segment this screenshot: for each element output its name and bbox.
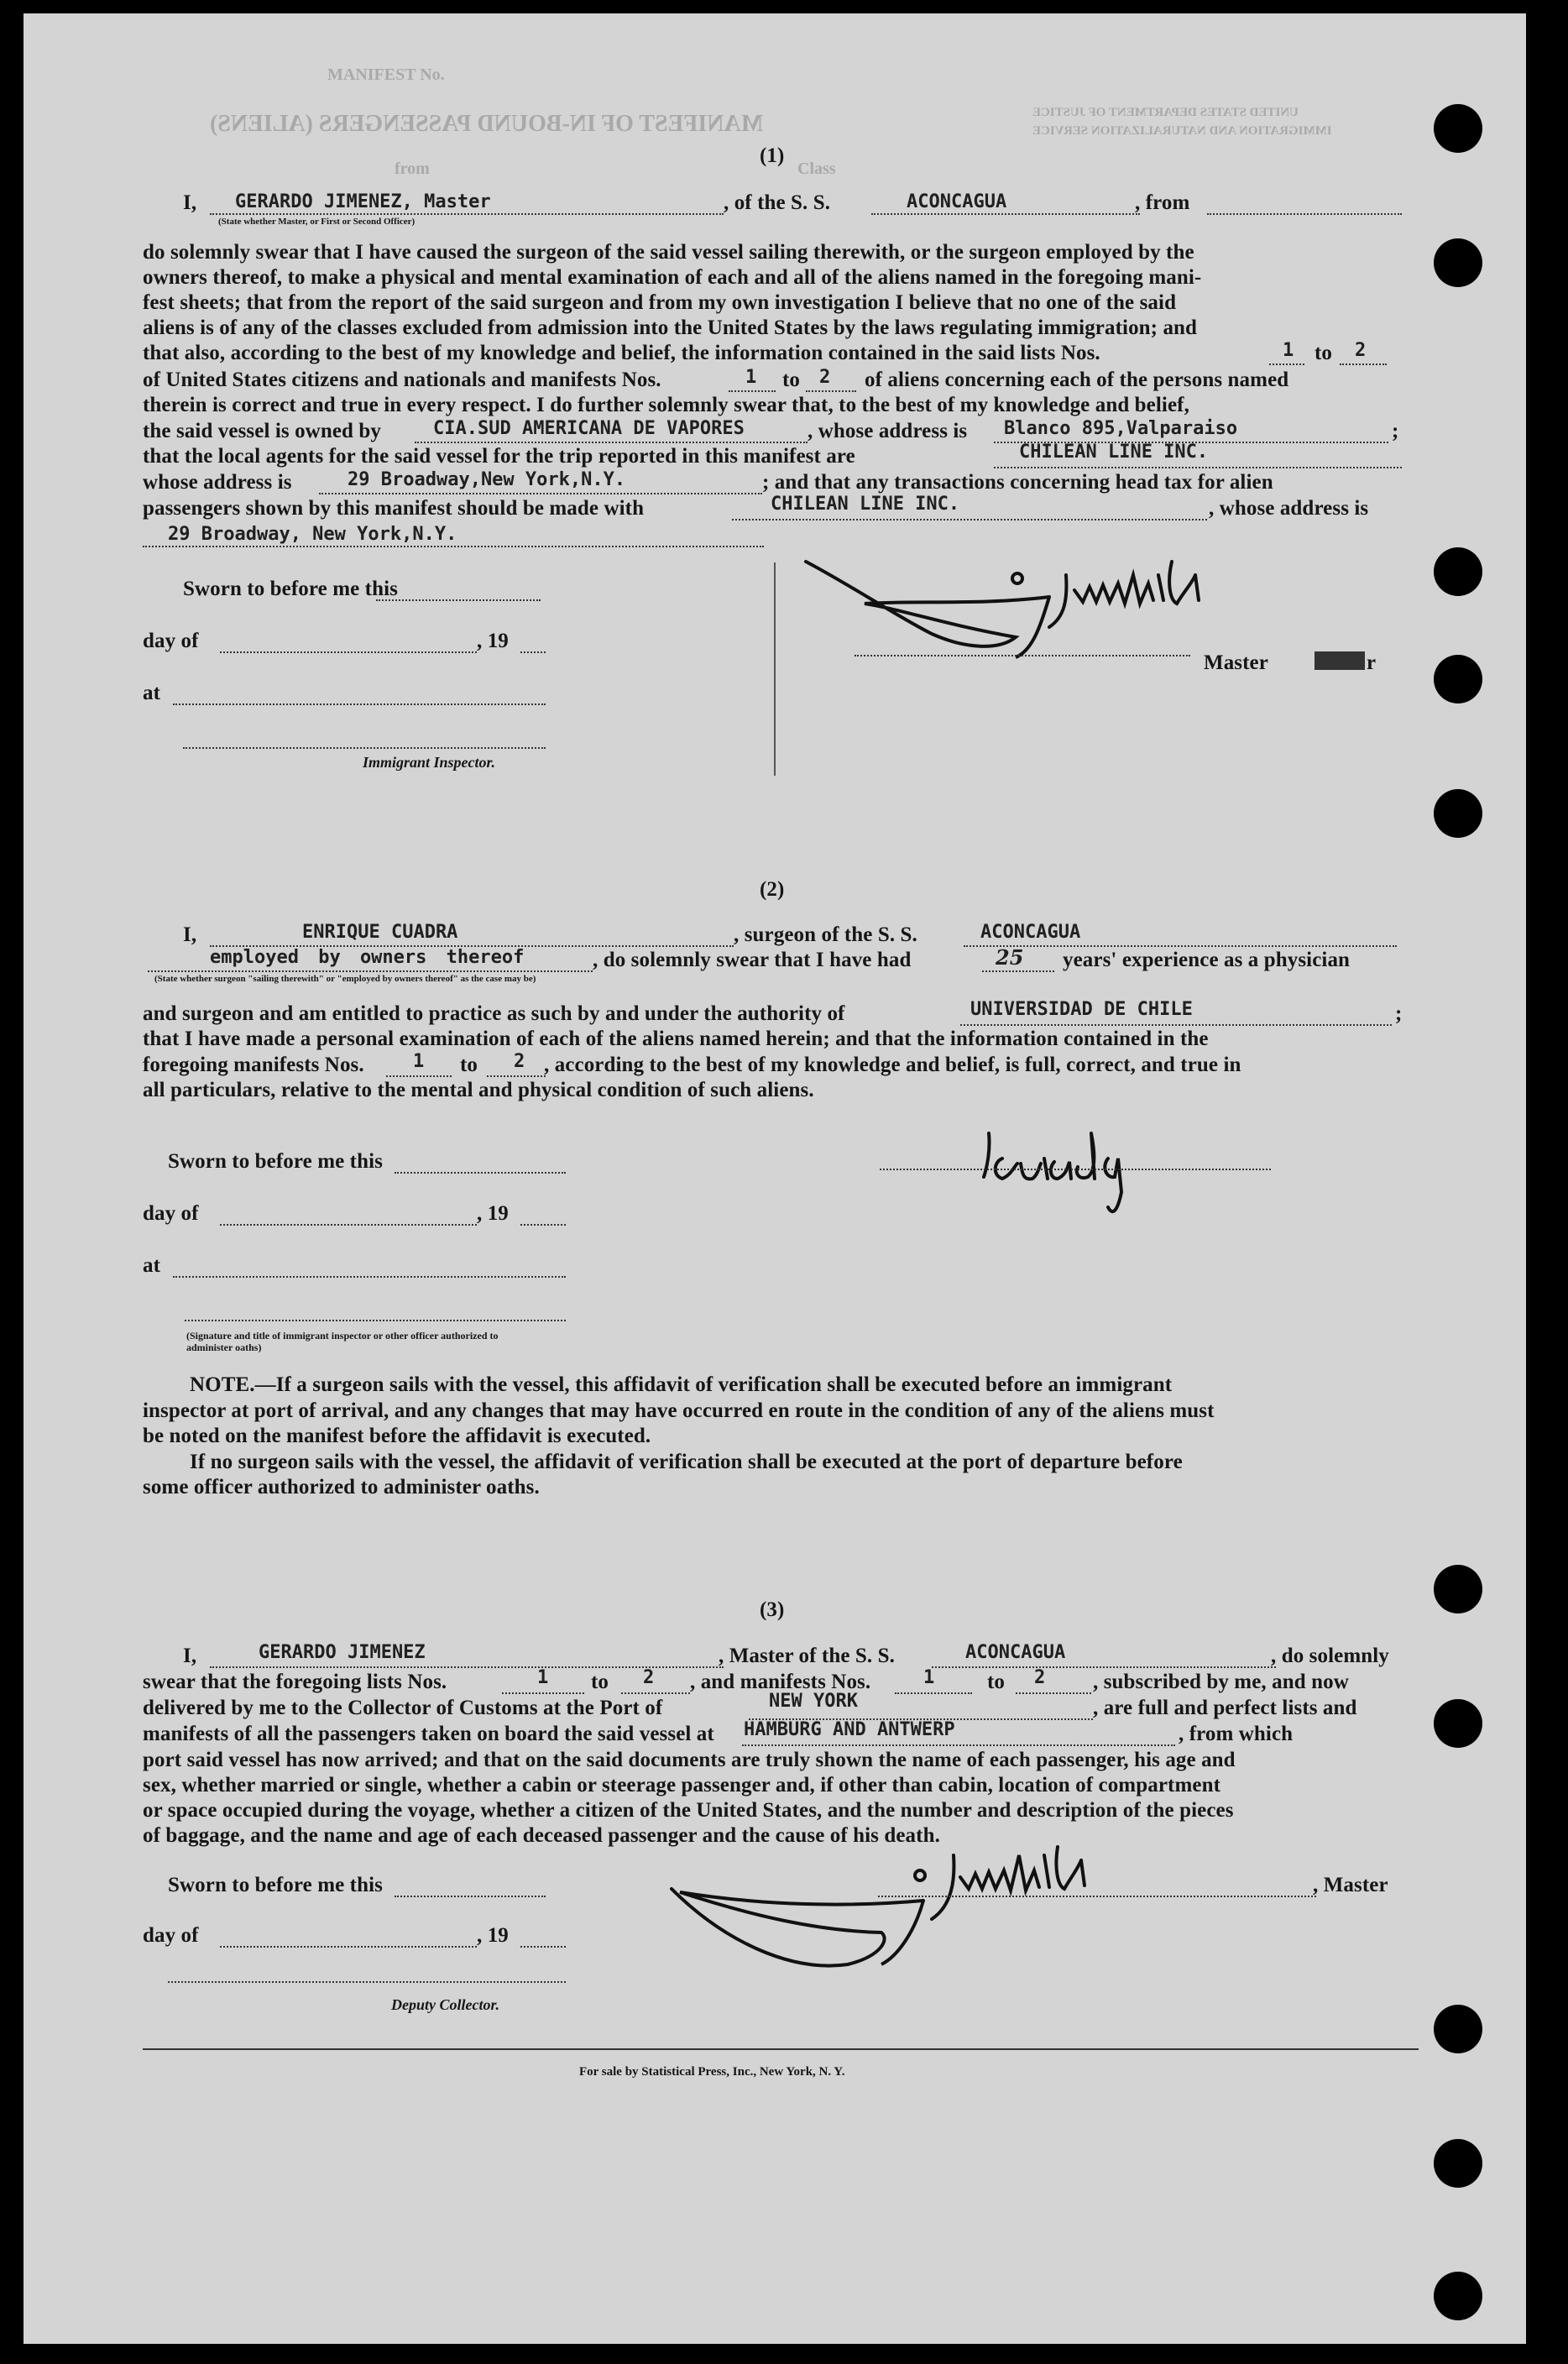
oath-text-line: all particulars, relative to the mental and physical condition of such aliens. bbox=[143, 1079, 814, 1101]
from-label: , from bbox=[1135, 191, 1190, 214]
punch-hole bbox=[1434, 655, 1482, 703]
master-of-label: , Master of the S. S. bbox=[719, 1645, 895, 1667]
manifests-from-line bbox=[729, 390, 776, 392]
bleed-through-title: MANIFEST OF IN-BOUND PASSENGERS (ALIENS) bbox=[210, 111, 764, 137]
oath-text-line: , according to the best of my knowledge and belief, is full, correct, and true in bbox=[544, 1054, 1241, 1076]
head-tax-party: CHILEAN LINE INC. bbox=[771, 494, 960, 515]
oath-text-line: of United States citizens and nationals and manifests Nos. bbox=[143, 369, 661, 391]
employment-line bbox=[148, 970, 593, 972]
collector-signature-line bbox=[168, 1981, 566, 1983]
inspector-caption: Immigrant Inspector. bbox=[363, 754, 496, 771]
note-line: If no surgeon sails with the vessel, the affidavit of verification shall be executed at the port of departure before bbox=[190, 1451, 1183, 1473]
vessel-name: ACONCAGUA bbox=[907, 191, 1007, 212]
manifests-from: 1 bbox=[413, 1051, 425, 1072]
head-tax-party-line bbox=[732, 519, 1207, 520]
punch-hole bbox=[1434, 104, 1482, 153]
master-suffix-letter: r bbox=[1367, 651, 1377, 674]
note-line: some officer authorized to administer oaths. bbox=[143, 1476, 540, 1498]
officer-signature-line bbox=[185, 1320, 566, 1321]
year-line bbox=[520, 1946, 566, 1948]
year-label: , 19 bbox=[477, 1202, 509, 1225]
manifests-to-line bbox=[1016, 1692, 1091, 1694]
to-label: to bbox=[591, 1671, 609, 1693]
do-solemnly-label: , do solemnly bbox=[1271, 1645, 1389, 1667]
oath-text-line: that also, according to the best of my knowledge and belief, the information contained in the said lists Nos. bbox=[143, 342, 1100, 364]
at-line bbox=[173, 1276, 566, 1278]
punch-hole bbox=[1434, 2272, 1482, 2320]
punch-hole bbox=[1434, 1565, 1482, 1613]
agent-address: 29 Broadway,New York,N.Y. bbox=[348, 469, 626, 490]
lists-to-line bbox=[621, 1692, 690, 1694]
embark-port-line bbox=[742, 1744, 1175, 1746]
section-2-number: (2) bbox=[760, 878, 785, 901]
day-of-label: day of bbox=[143, 1924, 199, 1947]
agent-address-label: whose address is bbox=[143, 471, 292, 494]
swear-lists-text: swear that the foregoing lists Nos. bbox=[143, 1671, 447, 1693]
master-caption: (State whether Master, or First or Second Officer) bbox=[218, 217, 416, 227]
officer-caption-text: (Signature and title of immigrant inspector or other officer authorized to administer oaths) bbox=[186, 1330, 499, 1353]
employment-caption: (State whether surgeon "sailing therewith" or "employed by owners thereof" as the case may be) bbox=[154, 974, 536, 984]
section-1-number: (1) bbox=[760, 144, 785, 167]
owner-name: CIA.SUD AMERICANA DE VAPORES bbox=[433, 418, 745, 439]
oath-intro: I, bbox=[183, 191, 197, 214]
delivered-text: delivered by me to the Collector of Customs at the Port of bbox=[143, 1697, 663, 1719]
from-which-text: , from which bbox=[1179, 1723, 1294, 1745]
lists-from: 1 bbox=[537, 1667, 549, 1688]
day-line bbox=[220, 1946, 477, 1948]
punch-hole bbox=[1434, 547, 1482, 596]
lists-from-line bbox=[502, 1692, 584, 1694]
and-manifests-label: , and manifests Nos. bbox=[690, 1671, 871, 1693]
vessel-line bbox=[871, 213, 1140, 215]
manifests-to-line bbox=[487, 1075, 546, 1077]
at-label: at bbox=[143, 1254, 161, 1277]
class-label: Class bbox=[797, 160, 836, 178]
manifests-from: 1 bbox=[923, 1667, 935, 1688]
lists-to-line bbox=[1340, 363, 1387, 365]
semicolon: ; bbox=[1392, 420, 1399, 442]
agent-address-line bbox=[319, 493, 762, 494]
day-line bbox=[220, 1224, 477, 1226]
master-name-line bbox=[210, 213, 724, 215]
master-signature bbox=[797, 550, 1318, 667]
vessel-name: ACONCAGUA bbox=[980, 922, 1081, 943]
surgeon-signature-line bbox=[880, 1169, 1271, 1170]
head-tax-address: 29 Broadway, New York,N.Y. bbox=[168, 524, 457, 545]
surgeon-name: ENRIQUE CUADRA bbox=[302, 922, 458, 943]
full-correct-text: , are full and perfect lists and bbox=[1093, 1697, 1357, 1719]
year-label: , 19 bbox=[477, 630, 509, 652]
punch-hole bbox=[1434, 2005, 1482, 2053]
head-tax-text: ; and that any transactions concerning head tax for alien bbox=[762, 471, 1273, 494]
sworn-line bbox=[395, 1172, 566, 1174]
to-label: to bbox=[1315, 342, 1333, 364]
oath-intro: I, bbox=[183, 1645, 197, 1667]
sworn-label: Sworn to before me this bbox=[183, 578, 398, 600]
oath-text-line: therein is correct and true in every respect. I do further solemnly swear that, to the best of my knowledge and belief, bbox=[143, 394, 1189, 416]
section-divider bbox=[774, 562, 776, 776]
passengers-text: passengers shown by this manifest should be made with bbox=[143, 497, 645, 520]
authority-text: and surgeon and am entitled to practice as such by and under the authority of bbox=[143, 1002, 845, 1025]
oath-text-line: sex, whether married or single, whether a cabin or steerage passenger and, if other than cabin, location of compartment bbox=[143, 1774, 1221, 1797]
owner-line bbox=[415, 442, 808, 443]
master-signature bbox=[646, 1830, 1200, 1981]
manifests-to: 2 bbox=[514, 1051, 525, 1072]
note-line: NOTE.—If a surgeon sails with the vessel, this affidavit of verification shall be executed before an immigrant bbox=[190, 1373, 1173, 1396]
sworn-label: Sworn to before me this bbox=[168, 1150, 383, 1173]
of-ss-label: , of the S. S. bbox=[724, 191, 831, 214]
oath-text-line: of baggage, and the name and age of each deceased passenger and the cause of his death. bbox=[143, 1824, 940, 1847]
printer-credit: For sale by Statistical Press, Inc., New York, N. Y. bbox=[579, 2065, 845, 2079]
sworn-label: Sworn to before me this bbox=[168, 1874, 383, 1896]
oath-text-line: of aliens concerning each of the persons named bbox=[865, 369, 1289, 391]
from-port-line bbox=[1207, 213, 1402, 215]
manifests-from-line bbox=[386, 1075, 452, 1077]
semicolon: ; bbox=[1395, 1002, 1403, 1025]
department-line: UNITED STATES DEPARTMENT OF JUSTICE bbox=[1032, 106, 1299, 119]
lists-from-line bbox=[1269, 363, 1304, 365]
footer-rule bbox=[143, 2048, 1419, 2050]
at-label: at bbox=[143, 682, 161, 704]
from-label: from bbox=[395, 160, 430, 178]
sworn-line bbox=[395, 1896, 546, 1897]
oath-text-line: do solemnly swear that I have caused the surgeon of the said vessel sailing therewith, or the surgeon employed by the bbox=[143, 241, 1194, 264]
port-of-arrival: NEW YORK bbox=[769, 1691, 858, 1712]
to-label: to bbox=[460, 1054, 478, 1076]
master-name: GERARDO JIMENEZ bbox=[259, 1642, 426, 1663]
years-text: years' experience as a physician bbox=[1063, 949, 1351, 971]
to-label: to bbox=[987, 1671, 1006, 1693]
owned-by-label: the said vessel is owned by bbox=[143, 420, 381, 442]
master-signature-line bbox=[878, 1896, 1316, 1897]
authority: UNIVERSIDAD DE CHILE bbox=[970, 999, 1193, 1020]
whose-address-label: , whose address is bbox=[1209, 497, 1369, 520]
oath-text-line: or space occupied during the voyage, whether a citizen of the United States, and the number and description of the pieces bbox=[143, 1799, 1234, 1822]
section-3-number: (3) bbox=[760, 1598, 785, 1621]
local-agents: CHILEAN LINE INC. bbox=[1019, 442, 1209, 463]
day-of-label: day of bbox=[143, 1202, 199, 1225]
manifests-from-line bbox=[895, 1692, 972, 1694]
day-line bbox=[220, 651, 477, 653]
head-tax-address-line bbox=[143, 546, 764, 547]
master-caption: , Master bbox=[1313, 1874, 1388, 1896]
lists-from: 1 bbox=[1283, 340, 1294, 361]
surgeon-signature bbox=[974, 1108, 1309, 1226]
lists-to: 2 bbox=[1355, 340, 1367, 361]
note-line: be noted on the manifest before the affidavit is executed. bbox=[143, 1425, 651, 1447]
oath-intro: I, bbox=[183, 923, 197, 946]
authority-line bbox=[960, 1024, 1392, 1026]
year-line bbox=[520, 651, 546, 653]
manifests-all-text: manifests of all the passengers taken on board the said vessel at bbox=[143, 1723, 714, 1745]
punch-hole bbox=[1434, 238, 1482, 287]
sworn-line bbox=[376, 599, 541, 601]
to-label: to bbox=[782, 369, 801, 391]
manifests-from: 1 bbox=[745, 367, 757, 388]
master-name: GERARDO JIMENEZ, Master bbox=[235, 191, 491, 212]
master-caption: Master bbox=[1204, 651, 1268, 674]
punch-hole bbox=[1434, 789, 1482, 838]
oath-text-line: foregoing manifests Nos. bbox=[143, 1054, 364, 1076]
oath-text-line: owners thereof, to make a physical and mental examination of each and all of the aliens named in the foregoing mani- bbox=[143, 266, 1202, 289]
punch-hole bbox=[1434, 1699, 1482, 1748]
at-line bbox=[173, 703, 546, 705]
subscribed-text: , subscribed by me, and now bbox=[1093, 1671, 1349, 1693]
embark-port: HAMBURG AND ANTWERP bbox=[744, 1719, 955, 1740]
vessel-name: ACONCAGUA bbox=[965, 1642, 1066, 1663]
years-line bbox=[982, 970, 1054, 972]
inspector-signature-line bbox=[183, 747, 546, 749]
year-line bbox=[520, 1224, 566, 1226]
day-of-label: day of bbox=[143, 630, 199, 652]
employment: employed by owners thereof bbox=[210, 947, 525, 968]
lists-to: 2 bbox=[643, 1667, 655, 1688]
manifests-to-line bbox=[806, 390, 856, 392]
manifests-to: 2 bbox=[1034, 1667, 1046, 1688]
master-signature-line bbox=[855, 655, 1190, 656]
department-line: IMMIGRATION AND NATURALIZATION SERVICE bbox=[1032, 124, 1332, 138]
agents-line bbox=[994, 467, 1402, 468]
punch-hole bbox=[1434, 2139, 1482, 2188]
collector-caption: Deputy Collector. bbox=[391, 1996, 499, 2013]
surgeon-of-label: , surgeon of the S. S. bbox=[734, 923, 917, 946]
owner-address: Blanco 895,Valparaiso bbox=[1004, 418, 1238, 439]
oath-text-line: fest sheets; that from the report of the said surgeon and from my own investigation I believe that no one of the said bbox=[143, 291, 1177, 314]
oath-text-line: aliens is of any of the classes excluded from admission into the United States by the laws regulating immigration; and bbox=[143, 316, 1198, 339]
vessel-line bbox=[964, 945, 1397, 947]
manifest-number-label: MANIFEST No. bbox=[327, 65, 445, 84]
whose-address-label: , whose address is bbox=[808, 420, 968, 442]
swear-text: , do solemnly swear that I have had bbox=[593, 949, 912, 971]
oath-text-line: port said vessel has now arrived; and that on the said documents are truly shown the name of each passenger, his age and bbox=[143, 1749, 1236, 1771]
years-experience: 25 bbox=[996, 945, 1024, 970]
note-line: inspector at port of arrival, and any changes that may have occurred en route in the condition of any of the aliens must bbox=[143, 1399, 1215, 1422]
year-label: , 19 bbox=[477, 1924, 509, 1947]
oath-text-line: that I have made a personal examination of each of the aliens named herein; and that the information contained in the bbox=[143, 1028, 1209, 1050]
manifests-to: 2 bbox=[819, 367, 831, 388]
master-suffix bbox=[1315, 651, 1365, 670]
vessel-line bbox=[932, 1666, 1276, 1668]
officer-caption bbox=[186, 1330, 539, 1353]
agents-label: that the local agents for the said vessel for the trip reported in this manifest are bbox=[143, 445, 855, 468]
